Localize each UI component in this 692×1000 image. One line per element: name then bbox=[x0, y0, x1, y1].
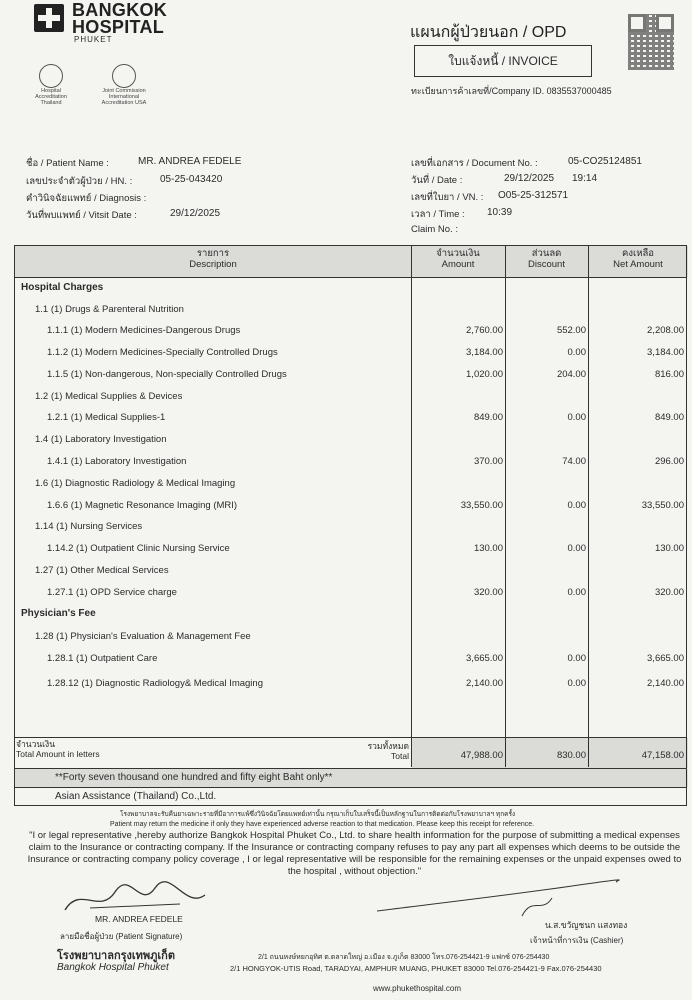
line-item-discount: 0.00 bbox=[567, 347, 586, 358]
date-time-value: 19:14 bbox=[572, 173, 598, 184]
footer-address: 2/1 HONGYOK-UTIS Road, TARADYAI, AMPHUR MUANG, PHUKET 83000 Tel.076-254421-9 Fax.076-254430 bbox=[230, 964, 602, 973]
total-in-letters: **Forty seven thousand one hundred and fifty eight Baht only** bbox=[55, 772, 333, 783]
patient-name-value: MR. ANDREA FEDELE bbox=[138, 156, 242, 167]
line-item-amount: 130.00 bbox=[473, 543, 503, 554]
hospital-logo-icon bbox=[34, 4, 64, 32]
invoice-table bbox=[14, 245, 687, 806]
footer-hospital-name: Bangkok Hospital Phuket bbox=[57, 962, 169, 973]
total-sum-label: รวมทั้งหมด Total bbox=[367, 741, 409, 761]
document-no-label: เลขที่เอกสาร / Document No. : bbox=[411, 158, 538, 169]
line-item-net: 2,140.00 bbox=[647, 678, 684, 689]
header-net-amount: คงเหลือ Net Amount bbox=[613, 248, 663, 270]
line-item-description: 1.28.12 (1) Diagnostic Radiology& Medical Imaging bbox=[47, 678, 263, 689]
brand-name-line1: BANGKOK bbox=[72, 0, 168, 20]
line-item-description: 1.27.1 (1) OPD Service charge bbox=[47, 587, 177, 598]
category-row: 1.4 (1) Laboratory Investigation bbox=[35, 434, 167, 445]
header-discount: ส่วนลด Discount bbox=[528, 248, 565, 270]
header-description: รายการ Description bbox=[189, 248, 237, 270]
line-item-description: 1.6.6 (1) Magnetic Resonance Imaging (MRI) bbox=[47, 500, 238, 511]
category-row: 1.6 (1) Diagnostic Radiology & Medical Imaging bbox=[35, 478, 236, 489]
cashier-name: น.ส.ขวัญชนก แสงทอง bbox=[545, 920, 628, 930]
line-item-discount: 552.00 bbox=[556, 325, 586, 336]
vn-label: เลขที่ใบยา / VN. : bbox=[411, 192, 484, 203]
total-label: จำนวนเงิน Total Amount in letters bbox=[16, 739, 100, 759]
authorization-statement: "I or legal representative ,hereby authorize Bangkok Hospital Phuket Co., Ltd. to share health information for the purpose of submitting a medical expenses claim to the Insurance or contracting company. If the Insurance or contracting company refuses to pay any part all expenses which deems to be outside the Insurance or contracting company policy coverage , I or legal representative will be responsible for the remaining expenses or the unpaid expenses owed to the hospital , without objection." bbox=[27, 830, 682, 877]
accreditation-thailand bbox=[34, 64, 68, 106]
line-item-description: 1.28.1 (1) Outpatient Care bbox=[47, 653, 158, 664]
date-label: วันที่ / Date : bbox=[411, 175, 463, 186]
section-heading: Physician's Fee bbox=[21, 608, 96, 619]
brand-location: PHUKET bbox=[74, 35, 113, 44]
company-id: ทะเบียนการค้าเลขที่/Company ID. 0835537000485 bbox=[411, 86, 612, 96]
category-row: 1.2 (1) Medical Supplies & Devices bbox=[35, 391, 183, 402]
vn-value: O05-25-312571 bbox=[498, 190, 569, 201]
total-net: 47,158.00 bbox=[641, 750, 684, 761]
header-amount: จำนวนเงิน Amount bbox=[436, 248, 480, 270]
line-item-discount: 74.00 bbox=[562, 456, 586, 467]
category-row: 1.28 (1) Physician's Evaluation & Management Fee bbox=[35, 631, 251, 642]
category-row: 1.1 (1) Drugs & Parenteral Nutrition bbox=[35, 304, 184, 315]
cashier-signature-icon bbox=[372, 876, 622, 921]
line-item-description: 1.14.2 (1) Outpatient Clinic Nursing Service bbox=[47, 543, 230, 554]
line-item-amount: 370.00 bbox=[473, 456, 503, 467]
line-item-net: 3,665.00 bbox=[647, 653, 684, 664]
invoice-title: ใบแจ้งหนี้ / INVOICE bbox=[414, 45, 592, 77]
visit-date-value: 29/12/2025 bbox=[170, 208, 221, 219]
category-row: 1.27 (1) Other Medical Services bbox=[35, 565, 169, 576]
line-item-amount: 33,550.00 bbox=[460, 500, 503, 511]
line-item-amount: 3,184.00 bbox=[466, 347, 503, 358]
accreditation-seal-icon bbox=[39, 64, 63, 88]
patient-signature-caption: ลายมือชื่อผู้ป่วย (Patient Signature) bbox=[60, 932, 183, 941]
footer-address-thai: 2/1 ถนนหงษ์หยกอุทิศ ต.ตลาดใหญ่ อ.เมือง จ.ภูเก็ต 83000 โทร.076-254421-9 แฟกซ์ 076-254430 bbox=[258, 954, 550, 961]
line-item-net: 849.00 bbox=[654, 412, 684, 423]
line-item-amount: 849.00 bbox=[473, 412, 503, 423]
line-item-discount: 0.00 bbox=[567, 587, 586, 598]
accreditation-label: Hospital Accreditation Thailand bbox=[35, 88, 67, 106]
line-item-amount: 2,760.00 bbox=[466, 325, 503, 336]
cashier-caption: เจ้าหน้าที่การเงิน (Cashier) bbox=[530, 936, 624, 945]
payer-name: Asian Assistance (Thailand) Co.,Ltd. bbox=[55, 791, 217, 802]
accreditation-label: Joint Commission International Accreditation USA bbox=[101, 88, 147, 106]
line-item-discount: 0.00 bbox=[567, 653, 586, 664]
time-value: 10:39 bbox=[487, 207, 513, 218]
category-row: 1.14 (1) Nursing Services bbox=[35, 521, 143, 532]
line-item-net: 296.00 bbox=[654, 456, 684, 467]
line-item-description: 1.1.2 (1) Modern Medicines-Specially Controlled Drugs bbox=[47, 347, 278, 358]
line-item-amount: 1,020.00 bbox=[466, 369, 503, 380]
document-no-value: 05-CO25124851 bbox=[568, 156, 642, 167]
line-item-amount: 2,140.00 bbox=[466, 678, 503, 689]
return-note: Patient may return the medicine if only they have experienced adverse reaction to that medication. Please keep this receipt for reference. bbox=[110, 821, 535, 828]
jci-seal-icon bbox=[112, 64, 136, 88]
footer-hospital-thai: โรงพยาบาลกรุงเทพภูเก็ต bbox=[57, 950, 175, 962]
line-item-description: 1.2.1 (1) Medical Supplies-1 bbox=[47, 412, 166, 423]
department-title: แผนกผู้ป่วยนอก / OPD bbox=[410, 24, 567, 41]
total-discount: 830.00 bbox=[556, 750, 586, 761]
diagnosis-label: คำวินิจฉัยแพทย์ / Diagnosis : bbox=[26, 193, 147, 204]
hn-value: 05-25-043420 bbox=[160, 174, 223, 185]
hn-label: เลขประจำตัวผู้ป่วย / HN. : bbox=[26, 176, 133, 187]
line-item-discount: 0.00 bbox=[567, 412, 586, 423]
line-item-net: 33,550.00 bbox=[641, 500, 684, 511]
patient-name-label: ชื่อ / Patient Name : bbox=[26, 158, 109, 169]
line-item-description: 1.1.5 (1) Non-dangerous, Non-specially Controlled Drugs bbox=[47, 369, 287, 380]
line-item-net: 320.00 bbox=[654, 587, 684, 598]
line-item-net: 816.00 bbox=[654, 369, 684, 380]
line-item-net: 3,184.00 bbox=[647, 347, 684, 358]
line-item-net: 130.00 bbox=[654, 543, 684, 554]
line-item-amount: 320.00 bbox=[473, 587, 503, 598]
accreditation-jci bbox=[96, 64, 152, 106]
qr-code-icon bbox=[628, 14, 674, 70]
date-value: 29/12/2025 bbox=[504, 173, 555, 184]
brand-name-line2: HOSPITAL bbox=[72, 17, 165, 37]
time-label: เวลา / Time : bbox=[411, 209, 465, 220]
line-item-discount: 204.00 bbox=[556, 369, 586, 380]
thai-return-note: โรงพยาบาลจะรับคืนยาเฉพาะรายที่มีอาการแพ้ซึ่งวินิจฉัยโดยแพทย์เท่านั้น กรุณาเก็บใบเสร็จนี้เป็นหลักฐานในการติดต่อกับโรงพยาบาลฯ ทุกครั้ง bbox=[120, 811, 516, 818]
patient-signature-name: MR. ANDREA FEDELE bbox=[95, 914, 183, 924]
line-item-net: 2,208.00 bbox=[647, 325, 684, 336]
footer-website: www.phukethospital.com bbox=[373, 984, 462, 993]
claim-no-label: Claim No. : bbox=[411, 224, 458, 235]
line-item-description: 1.1.1 (1) Modern Medicines-Dangerous Drugs bbox=[47, 325, 241, 336]
line-item-discount: 0.00 bbox=[567, 543, 586, 554]
section-heading: Hospital Charges bbox=[21, 282, 104, 293]
line-item-description: 1.4.1 (1) Laboratory Investigation bbox=[47, 456, 187, 467]
line-item-discount: 0.00 bbox=[567, 678, 586, 689]
line-item-amount: 3,665.00 bbox=[466, 653, 503, 664]
visit-date-label: วันที่พบแพทย์ / Vitsit Date : bbox=[26, 210, 137, 221]
line-item-discount: 0.00 bbox=[567, 500, 586, 511]
total-amount: 47,988.00 bbox=[460, 750, 503, 761]
